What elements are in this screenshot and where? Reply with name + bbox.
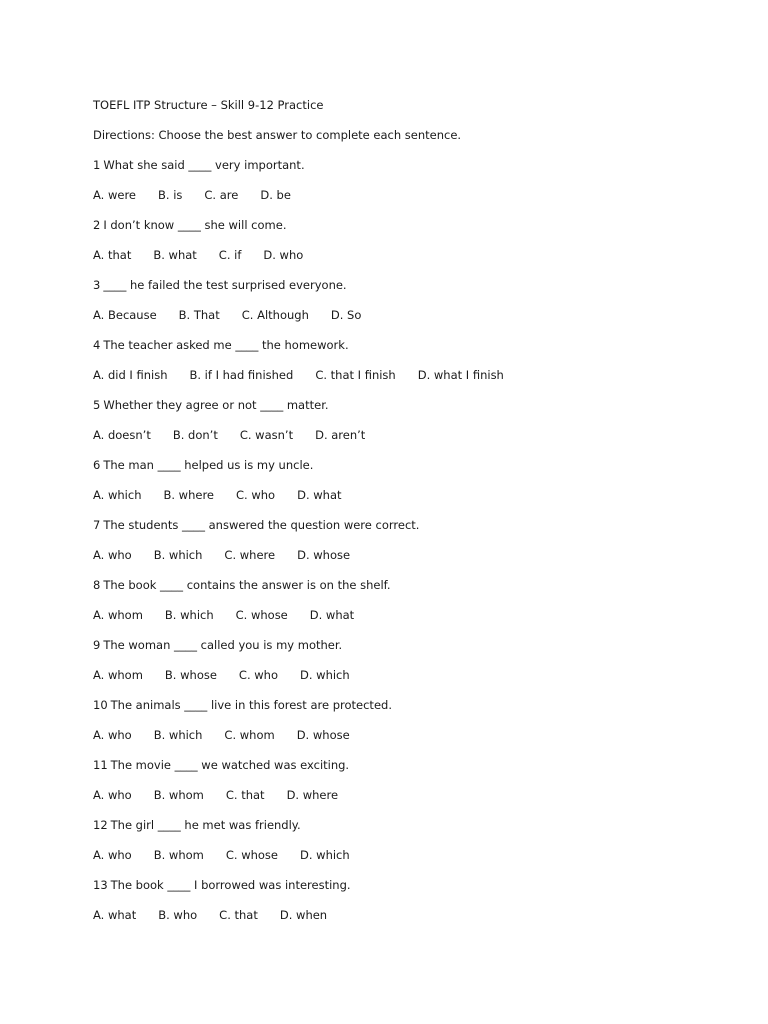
answer-option: C. that <box>225 788 265 802</box>
question-5 <box>93 397 329 413</box>
question-6 <box>93 457 313 473</box>
answer-options-13 <box>93 907 327 923</box>
answer-option: D. what I finish <box>417 368 504 382</box>
answer-option: C. whom <box>224 728 275 742</box>
answer-option: B. who <box>158 908 198 922</box>
answer-option: A. which <box>93 488 142 502</box>
answer-option: A. did I finish <box>93 368 168 382</box>
question-text: The students ____ answered the question were correct. <box>103 518 420 532</box>
question-number: 3 <box>93 278 101 292</box>
answer-option: A. what <box>93 908 137 922</box>
question-1 <box>93 157 305 173</box>
answer-option: C. that <box>219 908 258 922</box>
question-number: 11 <box>93 758 108 772</box>
answer-option: C. Although <box>241 308 309 322</box>
question-9 <box>93 637 342 653</box>
question-number: 7 <box>93 518 101 532</box>
answer-option: D. which <box>300 848 350 862</box>
answer-option: A. were <box>93 188 137 202</box>
question-number: 8 <box>93 578 101 592</box>
answer-option: C. are <box>204 188 239 202</box>
answer-option: C. who <box>236 488 276 502</box>
question-text: The man ____ helped us is my uncle. <box>103 458 314 472</box>
answer-option: B. is <box>158 188 183 202</box>
answer-option: D. whose <box>296 728 350 742</box>
answer-option: B. That <box>178 308 220 322</box>
answer-option: D. where <box>286 788 339 802</box>
question-2 <box>93 217 286 233</box>
answer-options-9 <box>93 667 350 683</box>
answer-option: C. if <box>218 248 242 262</box>
directions: Directions: Choose the best answer to complete each sentence. <box>93 128 462 142</box>
answer-options-6 <box>93 487 342 503</box>
answer-option: B. whom <box>153 848 204 862</box>
answer-option: D. what <box>297 488 342 502</box>
question-number: 9 <box>93 638 101 652</box>
answer-option: D. when <box>279 908 328 922</box>
question-text: The movie ____ we watched was exciting. <box>110 758 350 772</box>
answer-options-3 <box>93 307 361 323</box>
answer-option: D. be <box>260 188 291 202</box>
answer-option: D. So <box>330 308 362 322</box>
question-text: What she said ____ very important. <box>103 158 305 172</box>
answer-option: D. who <box>263 248 304 262</box>
answer-option: C. whose <box>235 608 288 622</box>
question-text: The book ____ I borrowed was interesting. <box>110 878 351 892</box>
question-text: The book ____ contains the answer is on the shelf. <box>103 578 391 592</box>
answer-option: D. what <box>309 608 355 622</box>
question-3 <box>93 277 347 293</box>
question-number: 12 <box>93 818 108 832</box>
question-11 <box>93 757 349 773</box>
answer-option: A. who <box>93 848 132 862</box>
question-text: Whether they agree or not ____ matter. <box>103 398 329 412</box>
question-text: The girl ____ he met was friendly. <box>110 818 301 832</box>
answer-option: A. who <box>93 728 132 742</box>
answer-options-11 <box>93 787 338 803</box>
answer-option: B. whom <box>153 788 204 802</box>
answer-option: B. which <box>164 608 214 622</box>
answer-option: A. that <box>93 248 132 262</box>
question-text: The teacher asked me ____ the homework. <box>103 338 349 352</box>
question-number: 2 <box>93 218 101 232</box>
answer-option: B. whose <box>164 668 217 682</box>
answer-options-5 <box>93 427 365 443</box>
answer-option: B. don’t <box>172 428 218 442</box>
answer-option: A. doesn’t <box>93 428 151 442</box>
page-title: TOEFL ITP Structure – Skill 9-12 Practice <box>93 98 324 112</box>
answer-option: B. which <box>153 548 203 562</box>
answer-option: C. that I finish <box>315 368 396 382</box>
question-number: 10 <box>93 698 108 712</box>
answer-option: C. where <box>224 548 276 562</box>
answer-option: D. aren’t <box>315 428 366 442</box>
answer-options-4 <box>93 367 504 383</box>
question-13 <box>93 877 351 893</box>
question-text: The animals ____ live in this forest are protected. <box>110 698 392 712</box>
question-text: I don’t know ____ she will come. <box>103 218 287 232</box>
question-number: 1 <box>93 158 101 172</box>
answer-options-1 <box>93 187 291 203</box>
question-8 <box>93 577 391 593</box>
answer-option: B. which <box>153 728 203 742</box>
answer-option: A. whom <box>93 608 143 622</box>
answer-option: D. which <box>300 668 350 682</box>
answer-option: A. who <box>93 788 132 802</box>
answer-options-8 <box>93 607 354 623</box>
answer-options-12 <box>93 847 350 863</box>
question-7 <box>93 517 419 533</box>
question-number: 6 <box>93 458 101 472</box>
answer-option: C. whose <box>225 848 278 862</box>
answer-options-10 <box>93 727 350 743</box>
answer-option: A. who <box>93 548 132 562</box>
answer-option: C. who <box>238 668 278 682</box>
question-number: 13 <box>93 878 108 892</box>
answer-option: B. what <box>153 248 197 262</box>
answer-option: D. whose <box>297 548 351 562</box>
question-10 <box>93 697 392 713</box>
answer-options-7 <box>93 547 350 563</box>
question-text: ____ he failed the test surprised everyone. <box>103 278 347 292</box>
answer-option: B. where <box>163 488 215 502</box>
answer-option: A. whom <box>93 668 143 682</box>
question-12 <box>93 817 301 833</box>
answer-option: B. if I had finished <box>189 368 294 382</box>
question-number: 5 <box>93 398 101 412</box>
question-4 <box>93 337 349 353</box>
question-text: The woman ____ called you is my mother. <box>103 638 343 652</box>
answer-option: C. wasn’t <box>239 428 294 442</box>
question-number: 4 <box>93 338 101 352</box>
answer-option: A. Because <box>93 308 157 322</box>
answer-options-2 <box>93 247 303 263</box>
